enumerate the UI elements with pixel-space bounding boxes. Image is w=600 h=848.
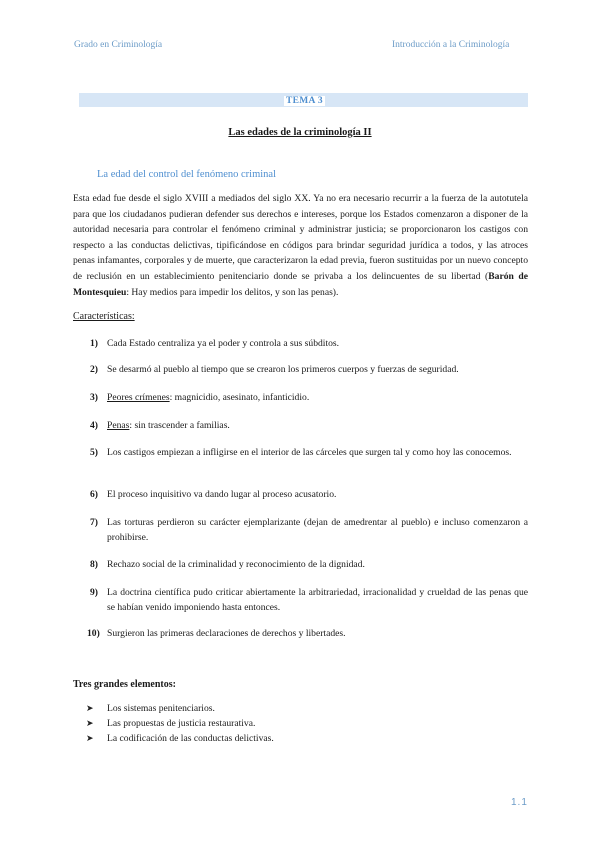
- list-item-number: 3): [90, 392, 98, 403]
- list-item-text: Surgieron las primeras declaraciones de derechos y libertades.: [107, 628, 346, 639]
- list-item: [73, 419, 528, 434]
- intro-text: Esta edad fue desde el siglo XVIII a mediados del siglo XX. Ya no era necesario recurrir a la fuerza de la autotutela para que los ciudadanos pudieran defender sus derechos e intereses, porque los Estados comenzaron a disponer de la autoridad necesaria para controlar el fenómeno criminal y administrar justicia; se proporcionaron los castigos con respecto a las conductas delictivas, tipificándose en códigos para brindar seguridad jurídica a todos, y las atroces penas infamantes, corporales y de muerte, que caracterizaron la edad previa, fueron sustituidas por un nuevo concepto de reclusión en un establecimiento penitenciario donde se privaba a los delincuentes de su libertad (: [73, 193, 528, 282]
- header-subject: Introducción a la Criminología: [392, 40, 510, 50]
- list-item-text: Cada Estado centraliza ya el poder y controla a sus súbditos.: [107, 338, 340, 349]
- list-item-text: La doctrina científica pudo criticar abiertamente la arbitrariedad, irracionalidad y crueldad de las penas que se habían venido imponiendo hasta entonces.: [107, 587, 528, 613]
- list-item-term: Penas: [107, 420, 130, 431]
- list-item-text: Las torturas perdieron su carácter ejemplarizante (dejan de amedrentar al pueblo) e incluso comenzaron a prohibirse.: [107, 517, 528, 543]
- intro-bold-author: Barón de Montesquieu: [73, 270, 528, 298]
- list-item: [73, 363, 528, 378]
- list-item-number: 9): [90, 587, 98, 598]
- list-item-number: 10): [87, 628, 100, 639]
- bullet-item-text: La codificación de las conductas delictivas.: [107, 733, 274, 744]
- list-item-text: [107, 419, 528, 434]
- list-item-number: 5): [90, 447, 98, 458]
- bullet-item-text: Las propuestas de justicia restaurativa.: [107, 718, 256, 729]
- section-heading: La edad del control del fenómeno criminal: [97, 169, 277, 180]
- list-item-number: 4): [90, 420, 98, 431]
- list-item-text: Se desarmó al pueblo al tiempo que se crearon los primeros cuerpos y fuerzas de seguridad.: [107, 364, 459, 375]
- list-item: [73, 446, 528, 461]
- bullet-item: [86, 716, 274, 731]
- list-item-text: [107, 391, 528, 406]
- header-course: Grado en Criminología: [74, 40, 163, 50]
- list-item: [73, 337, 528, 352]
- arrow-bullet-icon: ➤: [86, 703, 94, 713]
- list-item: [73, 627, 528, 642]
- intro-paragraph: [73, 191, 528, 300]
- list-item-text: Los castigos empiezan a infligirse en el interior de las cárceles que surgen tal y como hoy las conocemos.: [107, 447, 512, 458]
- bullet-item: [86, 701, 274, 716]
- list-item-number: 6): [90, 489, 98, 500]
- elements-list: [86, 701, 274, 746]
- list-item-number: 1): [90, 338, 98, 349]
- list-item-text: Rechazo social de la criminalidad y reconocimiento de la dignidad.: [107, 559, 365, 570]
- bullet-item: [86, 731, 274, 746]
- intro-text-after: : Hay medios para impedir los delitos, y son las penas).: [126, 286, 339, 298]
- characteristics-label: Características:: [73, 311, 135, 322]
- list-item-number: 7): [90, 517, 98, 528]
- elements-label: Tres grandes elementos:: [73, 679, 176, 690]
- list-item-number: 2): [90, 364, 98, 375]
- list-item: [73, 516, 528, 545]
- list-item: [73, 391, 528, 406]
- arrow-bullet-icon: ➤: [86, 733, 94, 743]
- arrow-bullet-icon: ➤: [86, 718, 94, 728]
- list-item-rest: : magnicidio, asesinato, infanticidio.: [169, 392, 310, 403]
- list-item: [73, 558, 528, 573]
- list-item-number: 8): [90, 559, 98, 570]
- chapter-title: Las edades de la criminología II: [228, 127, 372, 138]
- list-item: [73, 488, 528, 503]
- list-item-term: Peores crímenes: [107, 392, 170, 403]
- topic-label: TEMA 3: [286, 96, 323, 106]
- list-item: [73, 586, 528, 615]
- bullet-item-text: Los sistemas penitenciarios.: [107, 703, 215, 714]
- page-number: 1.1: [511, 797, 528, 808]
- list-item-rest: : sin trascender a familias.: [129, 420, 230, 431]
- list-item-text: El proceso inquisitivo va dando lugar al proceso acusatorio.: [107, 489, 337, 500]
